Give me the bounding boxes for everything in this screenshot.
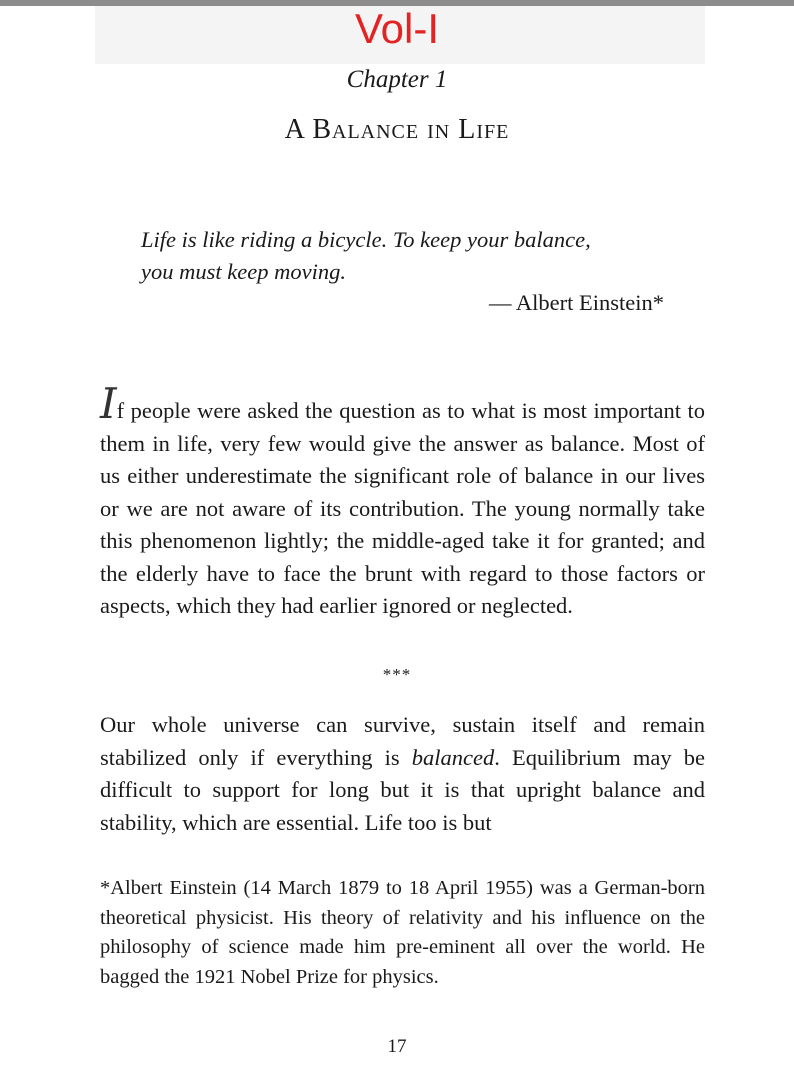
- paragraph-1-text: f people were asked the question as to what is most important to them in life, very few would give the answer as balance. Most of us either underestimate the significant role of balance in our lives or we are not aware of its contribution. The young normally take this phenomenon lightly; the middle-aged take it for granted; and the elderly have to face the brunt with regard to those factors or aspects, which they had earlier ignored or neglected.: [100, 398, 705, 618]
- drop-cap: I: [100, 379, 117, 428]
- paragraph-2-text-a: Our whole universe can survive, sustain itself and remain stabilized only if everything is: [100, 712, 705, 770]
- epigraph-quote: [141, 224, 681, 288]
- epigraph-line-1: Life is like riding a bicycle. To keep your balance,: [141, 227, 591, 252]
- page-number: 17: [387, 1036, 407, 1057]
- paragraph-2-emphasis: balanced: [411, 744, 495, 770]
- epigraph-line-2: you must keep moving.: [141, 259, 346, 284]
- body-paragraph-2: [100, 709, 705, 839]
- epigraph-attribution: — Albert Einstein*: [489, 290, 664, 315]
- volume-label: Vol-I: [354, 5, 440, 52]
- chapter-number: Chapter 1: [346, 66, 448, 93]
- body-paragraph-1: [100, 379, 705, 623]
- chapter-title: A Balance in Life: [284, 114, 510, 145]
- section-separator: ***: [382, 665, 412, 684]
- footnote: *Albert Einstein (14 March 1879 to 18 April 1955) was a German-born theoretical physicist. His theory of relativity and his influence on the philosophy of science made him pre-eminent all over the world. He bagged the 1921 Nobel Prize for physics.: [100, 877, 705, 988]
- paragraph-2-text-b: . Equilibrium may be difficult to support for long but it is that upright balance and stability, which are essential. Life too is but: [100, 744, 705, 835]
